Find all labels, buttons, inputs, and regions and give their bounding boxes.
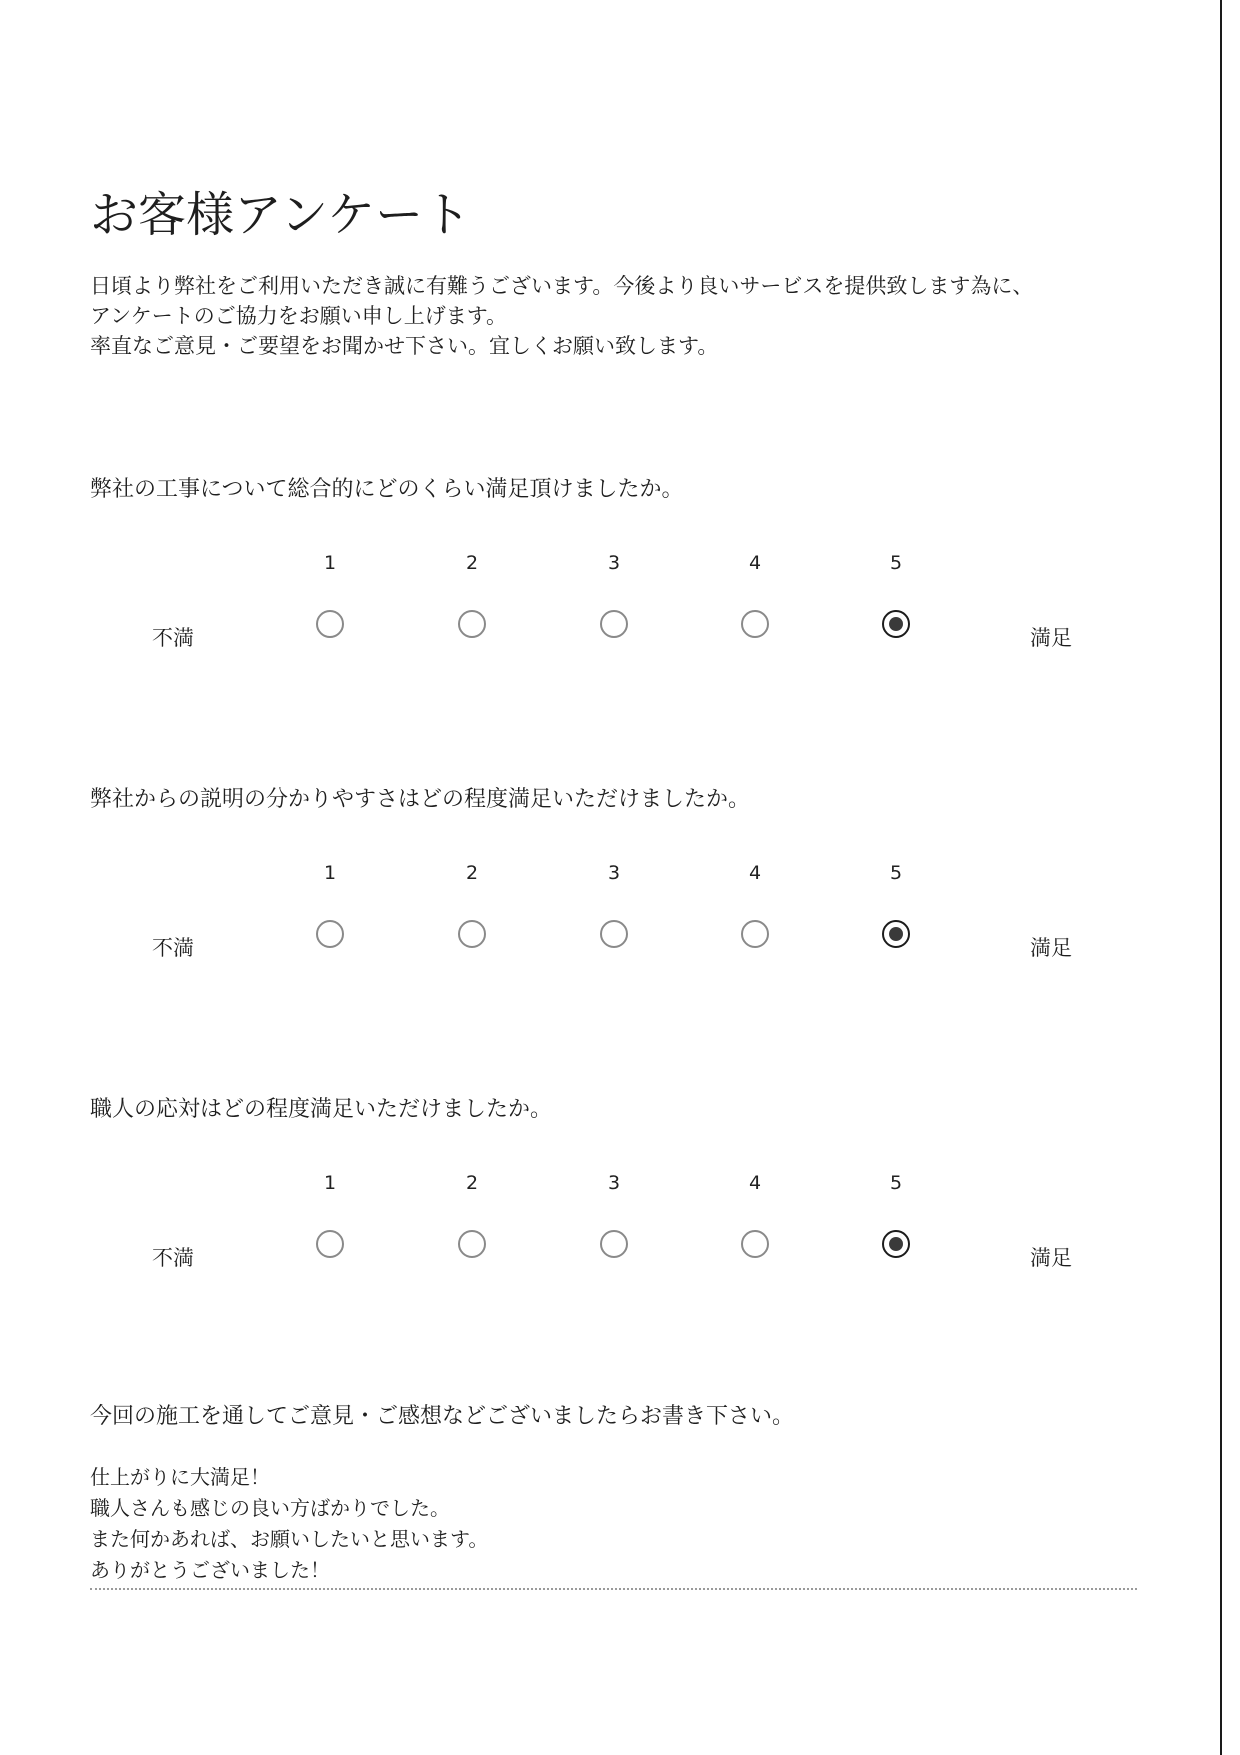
- scale-number-1: 1: [323, 552, 337, 574]
- scale-number-5: 5: [889, 1172, 903, 1194]
- rating-radio-5[interactable]: [882, 610, 910, 638]
- question-1: [90, 474, 1120, 714]
- intro-line: 率直なご意見・ご要望をお聞かせ下さい。宜しくお願い致します。: [90, 334, 719, 358]
- comment-line: 職人さんも感じの良い方ばかりでした。: [90, 1496, 450, 1520]
- scale-low-label: 不満: [152, 936, 194, 960]
- rating-radio-1[interactable]: [316, 920, 344, 948]
- rating-radio-4[interactable]: [741, 610, 769, 638]
- comment-answer[interactable]: [90, 1462, 1137, 1590]
- radio-selected-dot: [889, 927, 903, 941]
- intro-text: [90, 271, 1033, 361]
- scale-number-1: 1: [323, 862, 337, 884]
- scale-number-2: 2: [465, 862, 479, 884]
- scale-high-label: 満足: [1030, 626, 1072, 650]
- scale-number-4: 4: [748, 552, 762, 574]
- scale-number-1: 1: [323, 1172, 337, 1194]
- question-2: [90, 784, 1120, 1024]
- scale-number-2: 2: [465, 552, 479, 574]
- scale-number-5: 5: [889, 552, 903, 574]
- radio-selected-dot: [889, 1237, 903, 1251]
- page-title: お客様アンケート: [90, 187, 472, 243]
- rating-radio-1[interactable]: [316, 610, 344, 638]
- rating-radio-1[interactable]: [316, 1230, 344, 1258]
- rating-radio-3[interactable]: [600, 1230, 628, 1258]
- rating-radio-5[interactable]: [882, 920, 910, 948]
- scale-number-4: 4: [748, 862, 762, 884]
- scale-number-3: 3: [607, 552, 621, 574]
- rating-radio-2[interactable]: [458, 920, 486, 948]
- question-3: [90, 1094, 1120, 1334]
- scale-number-2: 2: [465, 1172, 479, 1194]
- radio-selected-dot: [889, 617, 903, 631]
- question-text: 弊社からの説明の分かりやすさはどの程度満足いただけましたか。: [90, 787, 751, 812]
- rating-radio-3[interactable]: [600, 920, 628, 948]
- comment-line: ありがとうございました！: [90, 1558, 330, 1582]
- rating-radio-4[interactable]: [741, 920, 769, 948]
- scale-high-label: 満足: [1030, 936, 1072, 960]
- scale-high-label: 満足: [1030, 1246, 1072, 1270]
- scale-number-5: 5: [889, 862, 903, 884]
- intro-line: アンケートのご協力をお願い申し上げます。: [90, 304, 508, 328]
- scale-low-label: 不満: [152, 1246, 194, 1270]
- scan-edge-line: [1220, 0, 1222, 1755]
- question-text: 弊社の工事について総合的にどのくらい満足頂けましたか。: [90, 477, 684, 502]
- scale-number-3: 3: [607, 1172, 621, 1194]
- question-text: 職人の応対はどの程度満足いただけましたか。: [90, 1097, 553, 1122]
- rating-radio-2[interactable]: [458, 610, 486, 638]
- rating-radio-3[interactable]: [600, 610, 628, 638]
- comment-question: 今回の施工を通してご意見・ご感想などございましたらお書き下さい。: [90, 1404, 795, 1429]
- rating-radio-4[interactable]: [741, 1230, 769, 1258]
- intro-line: 日頃より弊社をご利用いただき誠に有難うございます。今後より良いサービスを提供致します為に、: [90, 274, 1034, 298]
- comment-line: 仕上がりに大満足！: [90, 1465, 270, 1489]
- scale-number-4: 4: [748, 1172, 762, 1194]
- scale-number-3: 3: [607, 862, 621, 884]
- rating-radio-2[interactable]: [458, 1230, 486, 1258]
- rating-radio-5[interactable]: [882, 1230, 910, 1258]
- scale-low-label: 不満: [152, 626, 194, 650]
- comment-line: また何かあれば、お願いしたいと思います。: [90, 1527, 489, 1551]
